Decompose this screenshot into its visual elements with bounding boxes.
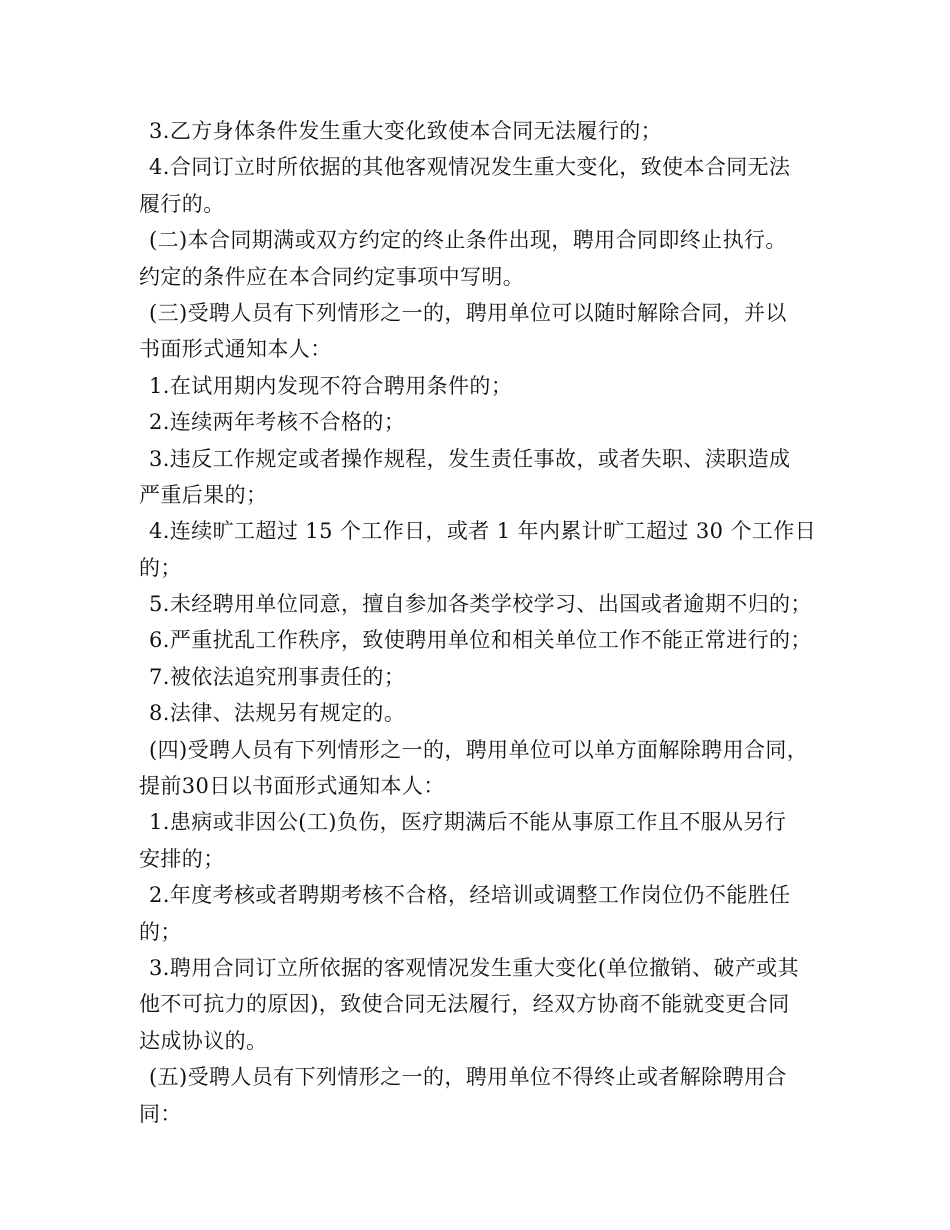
text-line: (三)受聘人员有下列情形之一的，聘用单位可以随时解除合同，并以 (149, 300, 787, 325)
text-line: 5.未经聘用单位同意，擅自参加各类学校学习、出国或者逾期不归的； (149, 592, 812, 617)
text-line: 4.连续旷工超过 15 个工作日，或者 1 年内累计旷工超过 30 个工作日 (149, 519, 817, 544)
text-line: 他不可抗力的原因)，致使合同无法履行，经双方协商不能就变更合同 (139, 992, 790, 1017)
text-line: 履行的。 (139, 191, 225, 216)
text-line: 4.合同订立时所依据的其他客观情况发生重大变化，致使本合同无法 (149, 155, 791, 180)
text-line: 安排的； (139, 846, 225, 871)
text-line: 2.年度考核或者聘期考核不合格，经培训或调整工作岗位仍不能胜任 (149, 883, 791, 908)
text-line: 8.法律、法规另有规定的。 (149, 701, 406, 726)
text-line: 达成协议的。 (139, 1028, 268, 1053)
text-line: 7.被依法追究刑事责任的； (149, 664, 406, 689)
text-line: (四)受聘人员有下列情形之一的，聘用单位可以单方面解除聘用合同， (149, 737, 809, 762)
text-line: 2.连续两年考核不合格的； (149, 410, 406, 435)
text-line: 严重后果的； (139, 482, 268, 507)
text-line: 提前30日以书面形式通知本人： (139, 774, 445, 799)
text-line: 的； (139, 919, 182, 944)
text-line: 3.聘用合同订立所依据的客观情况发生重大变化(单位撤销、破产或其 (149, 955, 800, 980)
text-line: 3.乙方身体条件发生重大变化致使本合同无法履行的； (149, 119, 663, 143)
text-line: 同： (139, 1101, 182, 1126)
document-body (139, 113, 829, 1132)
text-line: 6.严重扰乱工作秩序，致使聘用单位和相关单位工作不能正常进行的； (149, 628, 812, 653)
text-line: 约定的条件应在本合同约定事项中写明。 (139, 264, 525, 289)
text-line: 1.患病或非因公(工)负伤，医疗期满后不能从事原工作且不服从另行 (149, 810, 787, 835)
text-line: (五)受聘人员有下列情形之一的，聘用单位不得终止或者解除聘用合 (149, 1065, 787, 1090)
text-line: 书面形式通知本人： (139, 337, 332, 362)
text-line: 的； (139, 555, 182, 580)
text-line: 3.违反工作规定或者操作规程，发生责任事故，或者失职、渎职造成 (149, 446, 791, 471)
text-line: (二)本合同期满或双方约定的终止条件出现，聘用合同即终止执行。 (149, 228, 787, 253)
text-line: 1.在试用期内发现不符合聘用条件的； (149, 373, 513, 398)
